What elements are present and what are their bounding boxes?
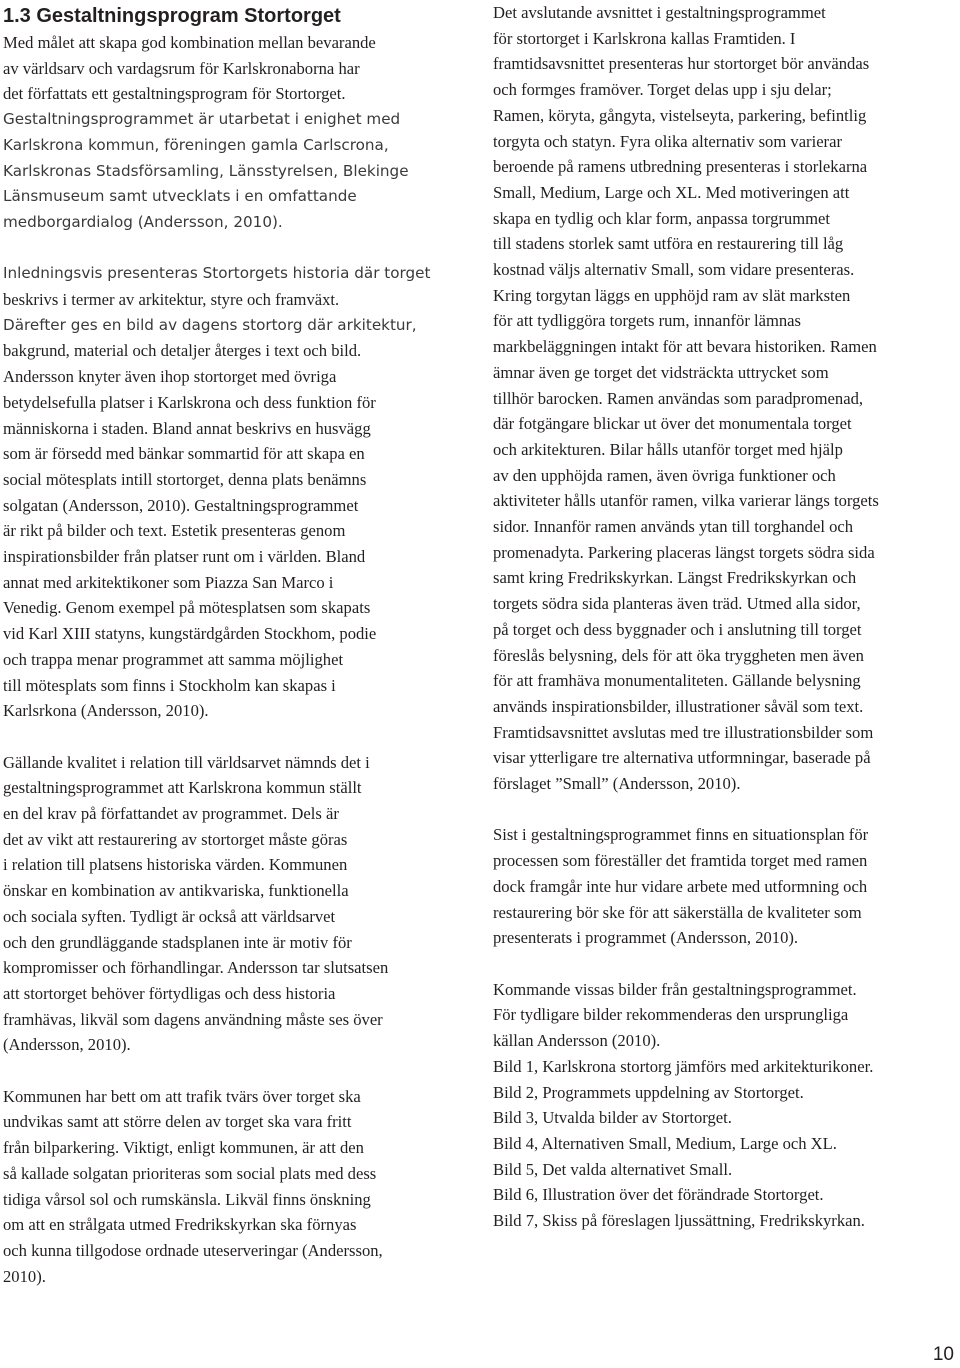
situation-plan-paragraph: Sist i gestaltningsprogrammet finns en situationsplan för processen som föreställer det framtida torget med ramen dock framgår inte hur vidare arbete med utformning och restaurering bör ske för att säkerställa de kvaliteter som presenterats i programmet (Andersson, 2010).	[493, 825, 869, 948]
future-paragraph: Det avslutande avsnittet i gestaltningsprogrammet för stortorget i Karlskrona kallas Framtiden. I framtidsavsnittet presenteras hur stortorget bör användas och formges framöver. Torget delas upp i sju delar; Ramen, köryta, gångyta, vistelseyta, parkering, befintlig torgyta och statyn. Fyra olika alternativ som varierar beroende på ramens utbredning presenteras i storlekarna Small, Medium, Large och XL. Med motiveringen att skapa en tydlig och klar form, anpassa torgrummet till stadens storlek samt utföra en restaurering till låg kostnad väljs alternativ Small, som vidare presenteras. Kring torgytan läggs en upphöjd ram av slät marksten för att tydliggöra torgets rum, innanför lämnas markbeläggningen intakt för att bevara historiken. Ramen ämnar även ge torget det vidsträckta uttrycket som tillhör barocken. Ramen användas som paradpromenad, där fotgängare blickar ut över det monumentala torget och arkitekturen. Bilar hålls utanför torget med hjälp av den upphöjda ramen, även övriga funktioner och aktiviteter hålls utanför ramen, vilka varierar längs torgets sidor. Innanför ramen används ytan till torghandel och promenadyta. Parkering placeras längst torgets södra sida samt kring Fredrikskyrkan. Längst Fredrikskyrkan och torgets södra sida planteras även träd. Utmed alla sidor, på torget och dess byggnader och i anslutning till torget föreslås belysning, dels för att öka tryggheten men även för att framhäva monumentaliteten. Gällande belysning används inspirationsbilder, illustrationer såväl som text. Framtidsavsnittet avslutas med tre illustrationsbilder som visar ytterligare tre alternativa utformningar, baserade på förslaget ”Small” (Andersson, 2010).	[493, 3, 879, 794]
history-paragraph-line-3: Därefter ges en bild av dagens stortorg där arkitektur,	[3, 315, 417, 334]
traffic-paragraph: Kommunen har bett om att trafik tvärs över torget ska undvikas samt att större delen av torget ska vara fritt från bilparkering. Viktigt, enligt kommunen, är att den så kallade solgatan prioriteras som social plats med dess tidiga vårsol sol och rumskänsla. Likväl finns önskning om att en strålgata utmed Fredrikskyrkan ska förnyas och kunna tillgodose ordnade uteserveringar (Andersson, 2010).	[3, 1086, 383, 1286]
image-caption-list	[493, 1054, 955, 1234]
images-intro-paragraph: Kommande vissas bilder från gestaltningsprogrammet. För tydligare bilder rekommenderas den ursprungliga källan Andersson (2010).	[493, 979, 857, 1051]
history-paragraph-body: bakgrund, material och detaljer återges i text och bild. Andersson knyter även ihop stortorget med övriga betydelsefulla platser i Karlskrona och dess funktion för människorna i staden. Bland annat beskrivs en husvägg som är försedd med bänkar sommartid för att skapa en social mötesplats intill stortorget, denna plats benämns solgatan (Andersson, 2010). Gestaltningsprogrammet är rikt på bilder och text. Estetik presenteras genom inspirationsbilder från platser runt om i världen. Bland annat med arkitektikoner som Piazza San Marco i Venedig. Genom exempel på mötesplatsen som skapats vid Karl XIII statyns, kungstärdgården Stockhom, podie och trappa menar programmet att samma möjlighet till mötesplats som finns i Stockholm kan skapas i Karlsrkona (Andersson, 2010).	[3, 341, 377, 721]
left-column	[3, 0, 465, 1289]
page-number: 10	[932, 1344, 954, 1365]
image-caption: Bild 1, Karlskrona stortorg jämförs med arkitekturikoner.	[493, 1056, 874, 1076]
quality-paragraph: Gällande kvalitet i relation till världsarvet nämnds det i gestaltningsprogrammet att Karlskrona kommun ställt en del krav på författandet av programmet. Dels är det av vikt att restaurering av stortorget måste göras i relation till platsens historiska värden. Kommunen önskar en kombination av antikvariska, funktionella och sociala syften. Tydligt är också att världsarvet och den grundläggande stadsplanen inte är motiv för kompromisser och förhandlingar. Andersson tar slutsatsen att stortorget behöver förtydligas och dess historia framhävas, likväl som dagens användning måste ses över (Andersson, 2010).	[3, 752, 389, 1055]
section-heading: 1.3 Gestaltningsprogram Stortorget	[3, 5, 341, 27]
intro-paragraph: Med målet att skapa god kombination mellan bevarande av världsarv och vardagsrum för Karlskronaborna har det författats ett gestaltningsprogram för Stortorget.	[3, 33, 376, 104]
history-paragraph	[3, 261, 465, 724]
image-caption: Bild 6, Illustration över det förändrade Stortorget.	[493, 1185, 824, 1205]
image-caption: Bild 3, Utvalda bilder av Stortorget.	[493, 1108, 732, 1128]
image-caption: Bild 4, Alternativen Small, Medium, Large och XL.	[493, 1133, 837, 1153]
right-column	[493, 0, 955, 1234]
history-paragraph-line-1: Inledningsvis presenteras Stortorgets historia där torget	[3, 264, 431, 283]
history-paragraph-line-2: beskrivs i termer av arkitektur, styre och framväxt.	[3, 290, 340, 310]
image-caption: Bild 2, Programmets uppdelning av Stortorget.	[493, 1082, 804, 1102]
image-caption: Bild 5, Det valda alternativet Small.	[493, 1159, 733, 1179]
intro-paragraph-continued: Gestaltningsprogrammet är utarbetat i enighet med Karlskrona kommun, föreningen gamla Carlscrona, Karlskronas Stadsförsamling, Länsstyrelsen, Blekinge Länsmuseum samt utvecklats i en omfattande medborgardialog (Andersson, 2010).	[3, 110, 409, 231]
image-caption: Bild 7, Skiss på föreslagen ljussättning, Fredrikskyrkan.	[493, 1211, 865, 1231]
